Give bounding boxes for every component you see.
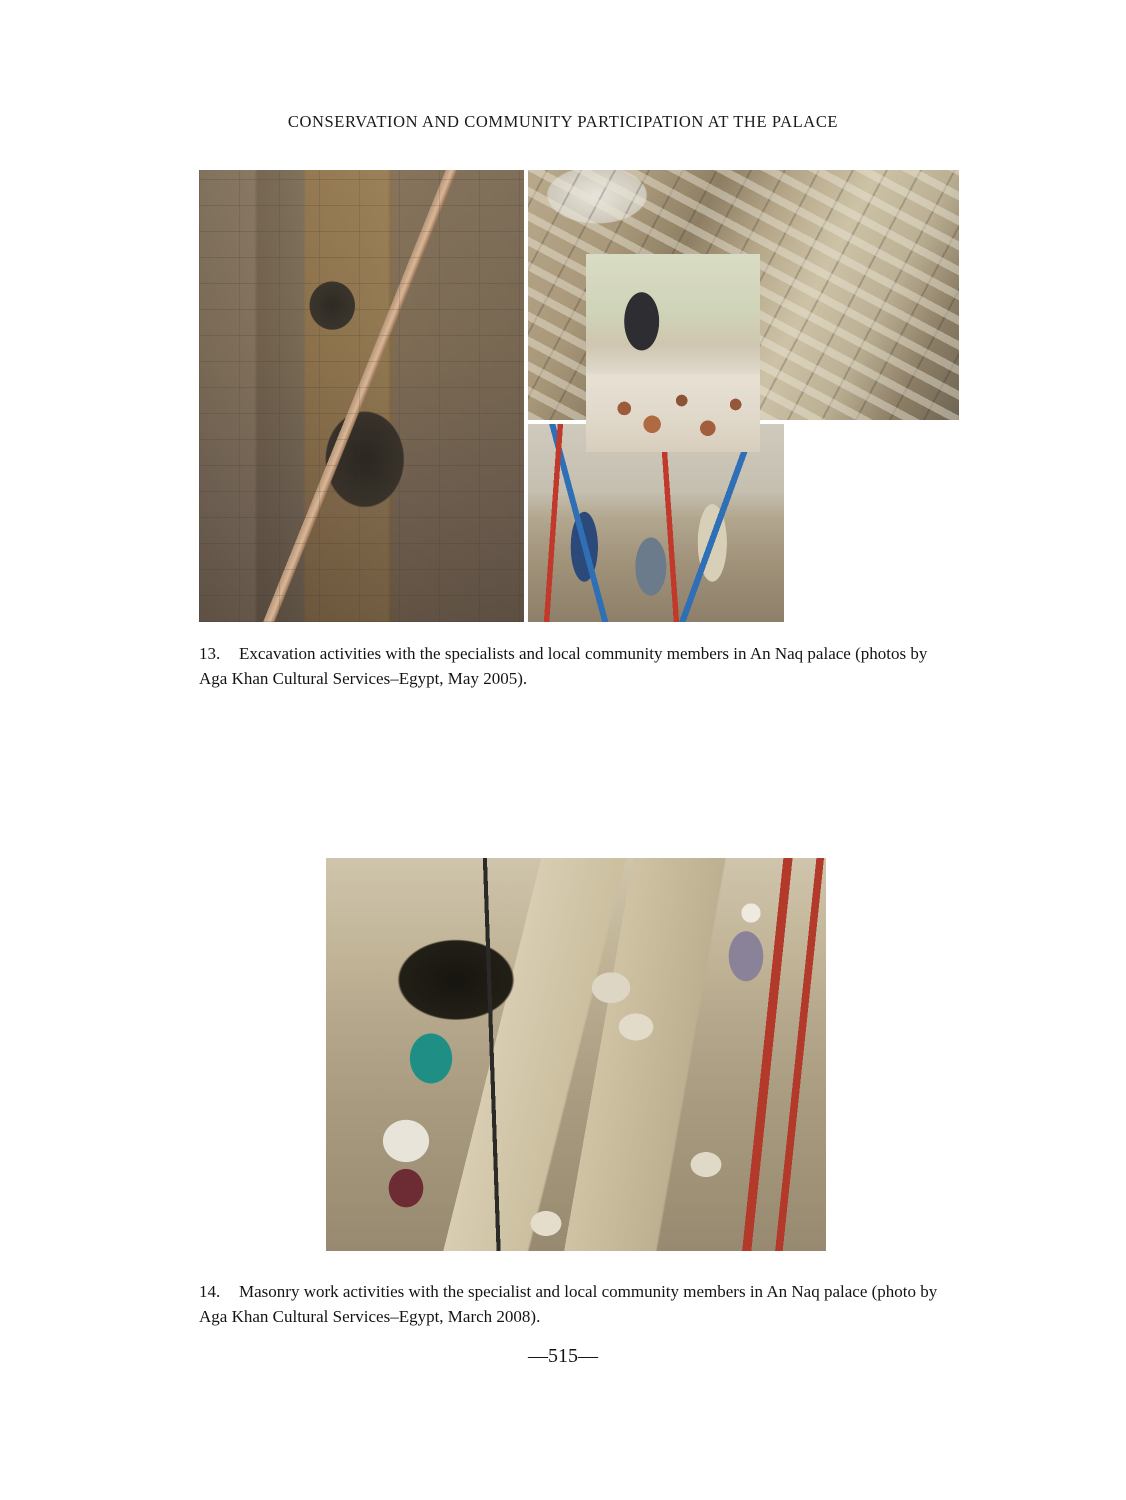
photo-workers-scaffolding [528, 424, 784, 622]
photo-stone-shaft [199, 170, 524, 622]
figure-13-images [199, 170, 959, 622]
running-head: CONSERVATION AND COMMUNITY PARTICIPATION AT THE PALACE [287, 112, 839, 131]
figure-14-images [326, 858, 826, 1251]
figure-13-caption-text: Excavation activities with the specialists and local community members in An Naq palace (photos by Aga Khan Cultural Services–Egypt, May 2005). [199, 644, 928, 688]
figure-13-number: 13. [199, 644, 221, 663]
figure-14-caption-text: Masonry work activities with the specialist and local community members in An Naq palace (photo by Aga Khan Cultural Services–Egypt, March 2008). [199, 1282, 938, 1326]
figure-14-number: 14. [199, 1282, 221, 1301]
page-number: —515— [528, 1345, 598, 1367]
photo-masonry-work [326, 858, 826, 1251]
photo-pottery-sorting [586, 254, 760, 452]
figure-14-caption [199, 1279, 951, 1329]
figure-13-caption [199, 641, 951, 691]
